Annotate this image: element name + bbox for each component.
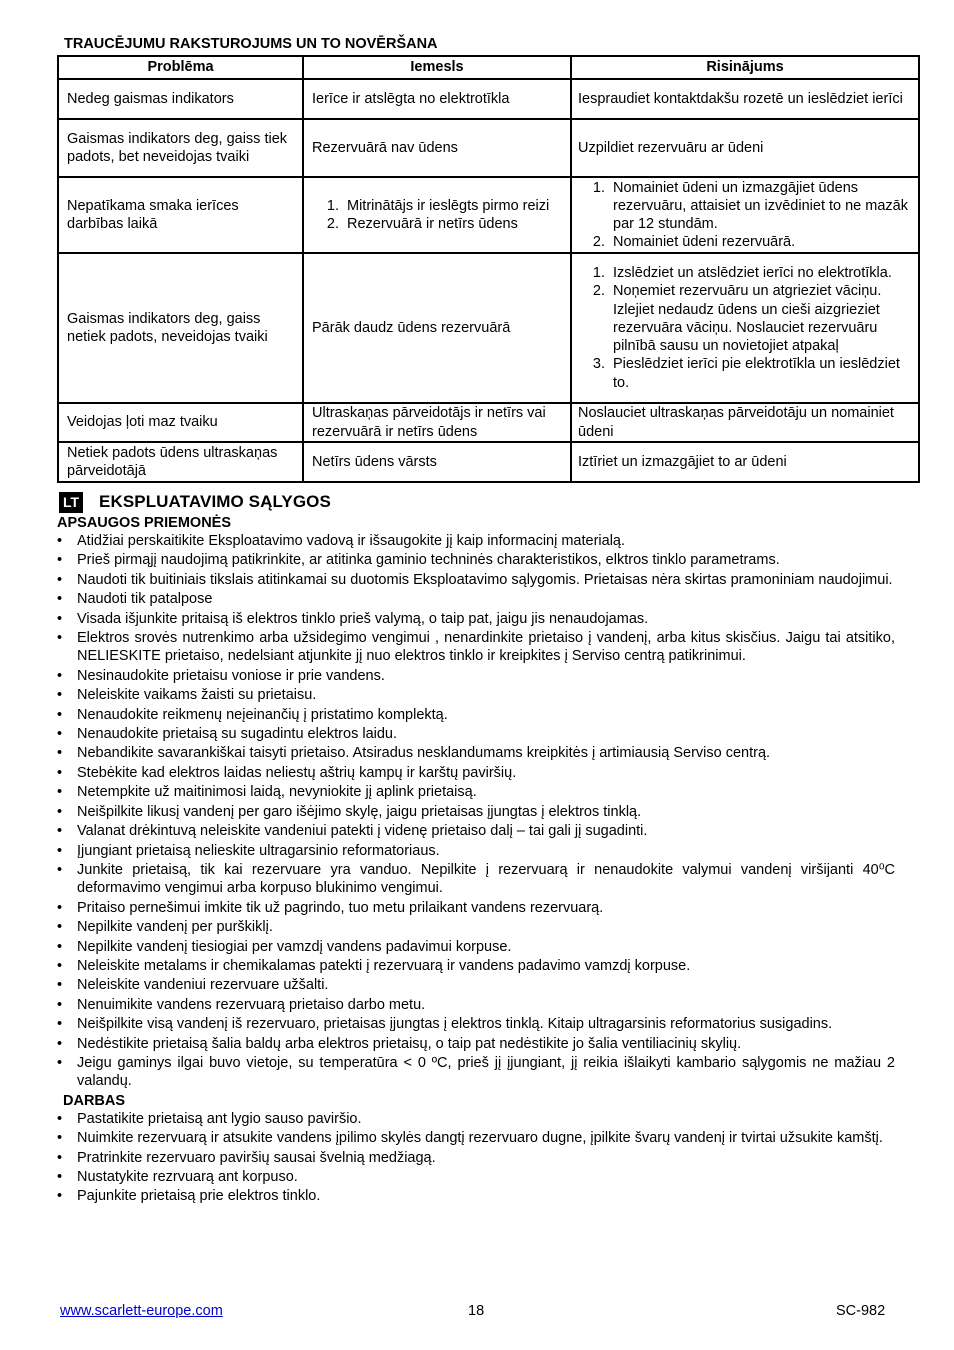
safety-item: • Nepilkite vandenį per purškiklį. [57, 918, 895, 936]
operation-list [57, 1110, 895, 1206]
table-row [58, 442, 919, 482]
safety-item: • Neleiskite vandeniui rezervuare užšalti. [57, 976, 895, 994]
solution-cell: Uzpildiet rezervuāru ar ūdeni [571, 119, 919, 177]
solution-steps [578, 179, 912, 252]
operation-item: • Pastatikite prietaisą ant lygio sauso paviršio. [57, 1110, 895, 1128]
table-row [58, 79, 919, 119]
operation-item: • Pajunkite prietaisą prie elektros tinklo. [57, 1187, 895, 1205]
section-title: EKSPLUATAVIMO SĄLYGOS [99, 492, 331, 511]
column-header-problem: Problēma [58, 56, 303, 79]
column-header-cause: Iemesls [303, 56, 571, 79]
model-number: SC-982 [836, 1303, 886, 1319]
safety-item: • Neleiskite metalams ir chemikalamas patekti į rezervuarą ir vandens padavimo vamzdį korpuse. [57, 957, 895, 975]
safety-item: • Netempkite už maitinimosi laidą, nevyniokite jį aplink prietaisą. [57, 783, 895, 801]
website-link[interactable]: www.scarlett-europe.com [60, 1303, 223, 1319]
troubleshooting-table [57, 55, 920, 483]
problem-cell: Gaismas indikators deg, gaiss tiek padots, bet neveidojas tvaiki [58, 119, 303, 177]
safety-item: • Atidžiai perskaitikite Eksploatavimo vadovą ir išsaugokite jį kaip informacinį materialą. [57, 532, 895, 550]
safety-item: • Prieš pirmąjį naudojimą patikrinkite, ar atitinka gaminio techninės charakteristikos, elktros tinklo parametrams. [57, 551, 895, 569]
operation-item: • Nuimkite rezervuarą ir atsukite vandens įpilimo skylės dangtį rezervuaro dugne, įpilkite švarų vandenį ir tvirtai užsukite kamštį. [57, 1129, 895, 1147]
safety-item: • Nebandikite savarankiškai taisyti prietaiso. Atsiradus nesklandumams kreipkitės į artimiausią Serviso centrą. [57, 744, 895, 762]
cause-cell: Ierīce ir atslēgta no elektrotīkla [303, 79, 571, 119]
cause-step: 1. Mitrinātājs ir ieslēgts pirmo reizi [343, 197, 564, 215]
problem-cell: Netiek padots ūdens ultraskaņas pārveidotājā [58, 442, 303, 482]
cause-cell [303, 177, 571, 253]
safety-item: • Nenaudokite reikmenų neįeinančių į pristatimo komplektą. [57, 706, 895, 724]
table-row [58, 253, 919, 403]
safety-item: • Valanat drėkintuvą neleiskite vandeniui patekti į videnę prietaiso dalį – tai gali jį sugadinti. [57, 822, 895, 840]
safety-item: • Neleiskite vaikams žaisti su prietaisu. [57, 686, 895, 704]
safety-heading: APSAUGOS PRIEMONĖS [57, 515, 232, 531]
table-row [58, 177, 919, 253]
safety-item: • Nenuimikite vandens rezervuarą prietaiso darbo metu. [57, 996, 895, 1014]
safety-item: • Neišpilkite visą vandenį iš rezervuaro, prietaisas įjungtas į elektros tinklą. Kitaip ultragarsinis reformatorius susigadins. [57, 1015, 895, 1033]
solution-cell [571, 253, 919, 403]
safety-item: • Nenaudokite prietaisą su sugadintu elektros laidu. [57, 725, 895, 743]
solution-step: 3. Pieslēdziet ierīci pie elektrotīkla un ieslēdziet to. [609, 355, 912, 391]
lt-section [57, 490, 895, 1207]
page-number: 18 [468, 1303, 485, 1319]
table-header-row [58, 56, 919, 79]
safety-item: • Visada išjunkite pritaisą iš elektros tinklo prieš valymą, o taip pat, jaigu jis nenaudojamas. [57, 610, 895, 628]
safety-item: • Pritaiso pernešimui imkite tik už pagrindo, tuo metu prilaikant vandens rezervuarą. [57, 899, 895, 917]
operation-item: • Pratrinkite rezervuaro paviršių sausai švelnią medžiagą. [57, 1149, 895, 1167]
solution-step: 1. Nomainiet ūdeni un izmazgājiet ūdens rezervuāru, attaisiet un izvēdiniet to ne mazāk par 12 stundām. [609, 179, 912, 234]
solution-step: 2. Noņemiet rezervuāru un atgrieziet vāciņu. Izlejiet nedaudz ūdens un cieši aizgrieziet rezervuāra vāciņu. Noslauciet rezervuāru pilnībā sausu un novietojiet atpakaļ [609, 282, 912, 355]
table-row [58, 119, 919, 177]
safety-item: • Nedėstikite prietaisą šalia baldų arba elektros prietaisų, o taip pat nedėstikite jo šalia ventiliacinių skylių. [57, 1035, 895, 1053]
safety-item: • Nepilkite vandenį tiesiogiai per vamzdį vandens padavimui korpuse. [57, 938, 895, 956]
solution-steps [578, 264, 912, 391]
cause-cell: Pārāk daudz ūdens rezervuārā [303, 253, 571, 403]
safety-item: • Neišpilkite likusį vandenį per garo išėjimo skylę, jaigu prietaisas įjungtas į elektros tinklą. [57, 803, 895, 821]
cause-cell: Netīrs ūdens vārsts [303, 442, 571, 482]
safety-item: • Naudoti tik patalpose [57, 590, 895, 608]
safety-item: • Nesinaudokite prietaisu voniose ir prie vandens. [57, 667, 895, 685]
safety-item: • Elektros srovės nutrenkimo arba užsidegimo vengimui , nenardinkite prietaiso į vandenį, arba kitus skisčius. Jaigu tai atsitiko, NELIESKITE prietaiso, nedelsiant atjunkite jį nuo elektros tinklo ir kreipkites į Serviso centrą patikrinimui. [57, 629, 895, 666]
safety-item: • Naudoti tik buitiniais tikslais atitinkamai su duotomis Eksploatavimo sąlygomis. Prietaisas nėra skirtas pramoniniam naudojimui. [57, 571, 895, 589]
safety-item: • Junkite prietaisą, tik kai rezervuare yra vanduo. Nepilkite į rezervuarą ir nenaudokite valymui vandenį viršijanti 40⁰C deformavimo vengimui arba korpuso blukinimo vengimui. [57, 861, 895, 898]
solution-cell: Iztīriet un izmazgājiet to ar ūdeni [571, 442, 919, 482]
cause-steps [312, 197, 564, 233]
problem-cell: Nepatīkama smaka ierīces darbības laikā [58, 177, 303, 253]
solution-cell: Iespraudiet kontaktdakšu rozetē un ieslēdziet ierīci [571, 79, 919, 119]
language-badge: LT [59, 492, 83, 513]
troubleshooting-title: TRAUCĒJUMU RAKSTUROJUMS UN TO NOVĒRŠANA [64, 36, 438, 52]
safety-item: • Įjungiant prietaisą nelieskite ultragarsinio reformatoriaus. [57, 842, 895, 860]
solution-step: 2. Nomainiet ūdeni rezervuārā. [609, 233, 912, 251]
solution-cell [571, 177, 919, 253]
column-header-solution: Risinājums [571, 56, 919, 79]
safety-item: • Stebėkite kad elektros laidas neliestų aštrių kampų ir karštų paviršių. [57, 764, 895, 782]
lt-heading [57, 490, 895, 514]
problem-cell: Veidojas ļoti maz tvaiku [58, 403, 303, 442]
safety-item: • Jeigu gaminys ilgai buvo vietoje, su temperatūra < 0 ºC, prieš jį įjungiant, jį reikia išlaikyti kambario sąlygomis ne mažiau 2 valandų. [57, 1054, 895, 1091]
solution-cell: Noslauciet ultraskaņas pārveidotāju un nomainiet ūdeni [571, 403, 919, 442]
table-row [58, 403, 919, 442]
solution-step: 1. Izslēdziet un atslēdziet ierīci no elektrotīkla. [609, 264, 912, 282]
safety-list [57, 532, 895, 1091]
problem-cell: Gaismas indikators deg, gaiss netiek padots, neveidojas tvaiki [58, 253, 303, 403]
cause-step: 2. Rezervuārā ir netīrs ūdens [343, 215, 564, 233]
problem-cell: Nedeg gaismas indikators [58, 79, 303, 119]
operation-item: • Nustatykite rezrvuarą ant korpuso. [57, 1168, 895, 1186]
cause-cell: Rezervuārā nav ūdens [303, 119, 571, 177]
cause-cell: Ultraskaņas pārveidotājs ir netīrs vai rezervuārā ir netīrs ūdens [303, 403, 571, 442]
operation-heading: DARBAS [63, 1092, 126, 1109]
